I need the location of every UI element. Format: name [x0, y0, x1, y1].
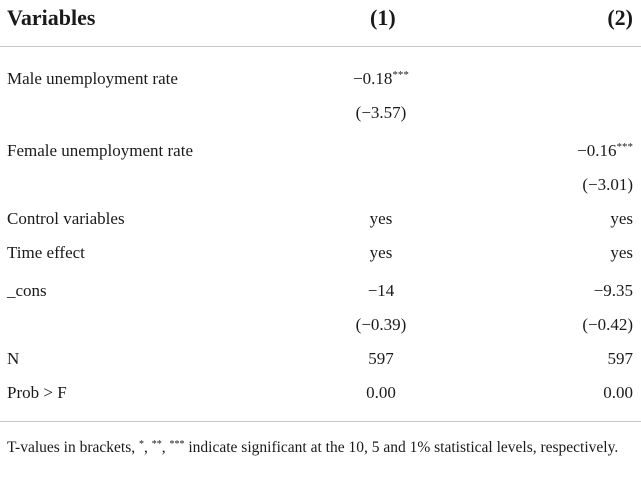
significance-stars: ***	[616, 141, 633, 153]
row-label-n: N	[7, 349, 20, 368]
note-star-1: *	[139, 439, 144, 450]
coef-value: −0.16	[577, 141, 617, 160]
note-separator: ,	[144, 439, 152, 456]
note-star-3: ***	[169, 439, 185, 450]
control-col1: yes	[369, 209, 393, 228]
cons-tvalue-col2: (−0.42)	[582, 315, 633, 334]
footer-divider	[0, 421, 641, 422]
coef-value: −0.18	[353, 69, 393, 88]
cons-tvalue-col1: (−0.39)	[355, 315, 407, 334]
note-text: indicate significant at the 10, 5 and 1% statistical levels, respectively.	[184, 439, 619, 456]
significance-stars: ***	[392, 69, 409, 81]
male-tvalue-col1: (−3.57)	[355, 103, 407, 122]
header-divider	[0, 46, 641, 47]
note-separator: ,	[161, 439, 170, 456]
time-col1: yes	[369, 243, 393, 262]
note-star-2: **	[151, 439, 162, 450]
header-col-1: (1)	[370, 5, 396, 30]
control-col2: yes	[610, 209, 633, 228]
male-coef-col1	[281, 68, 481, 90]
table-footnote	[7, 435, 633, 460]
row-label-control: Control variables	[7, 209, 125, 228]
n-col1: 597	[368, 349, 394, 368]
time-col2: yes	[610, 243, 633, 262]
header-variables: Variables	[7, 5, 96, 30]
row-label-female: Female unemployment rate	[7, 141, 193, 160]
prob-col2: 0.00	[603, 383, 633, 402]
row-label-prob: Prob > F	[7, 383, 67, 402]
row-label-male: Male unemployment rate	[7, 69, 178, 88]
note-text: T-values in brackets,	[7, 439, 139, 456]
header-col-2: (2)	[607, 5, 633, 30]
cons-col1: −14	[367, 281, 395, 300]
n-col2: 597	[607, 349, 633, 368]
prob-col1: 0.00	[366, 383, 396, 402]
row-label-time: Time effect	[7, 243, 85, 262]
female-coef-col2	[577, 140, 633, 162]
cons-col2: −9.35	[593, 281, 633, 300]
female-tvalue-col2: (−3.01)	[582, 175, 633, 194]
row-label-cons: _cons	[7, 281, 47, 300]
